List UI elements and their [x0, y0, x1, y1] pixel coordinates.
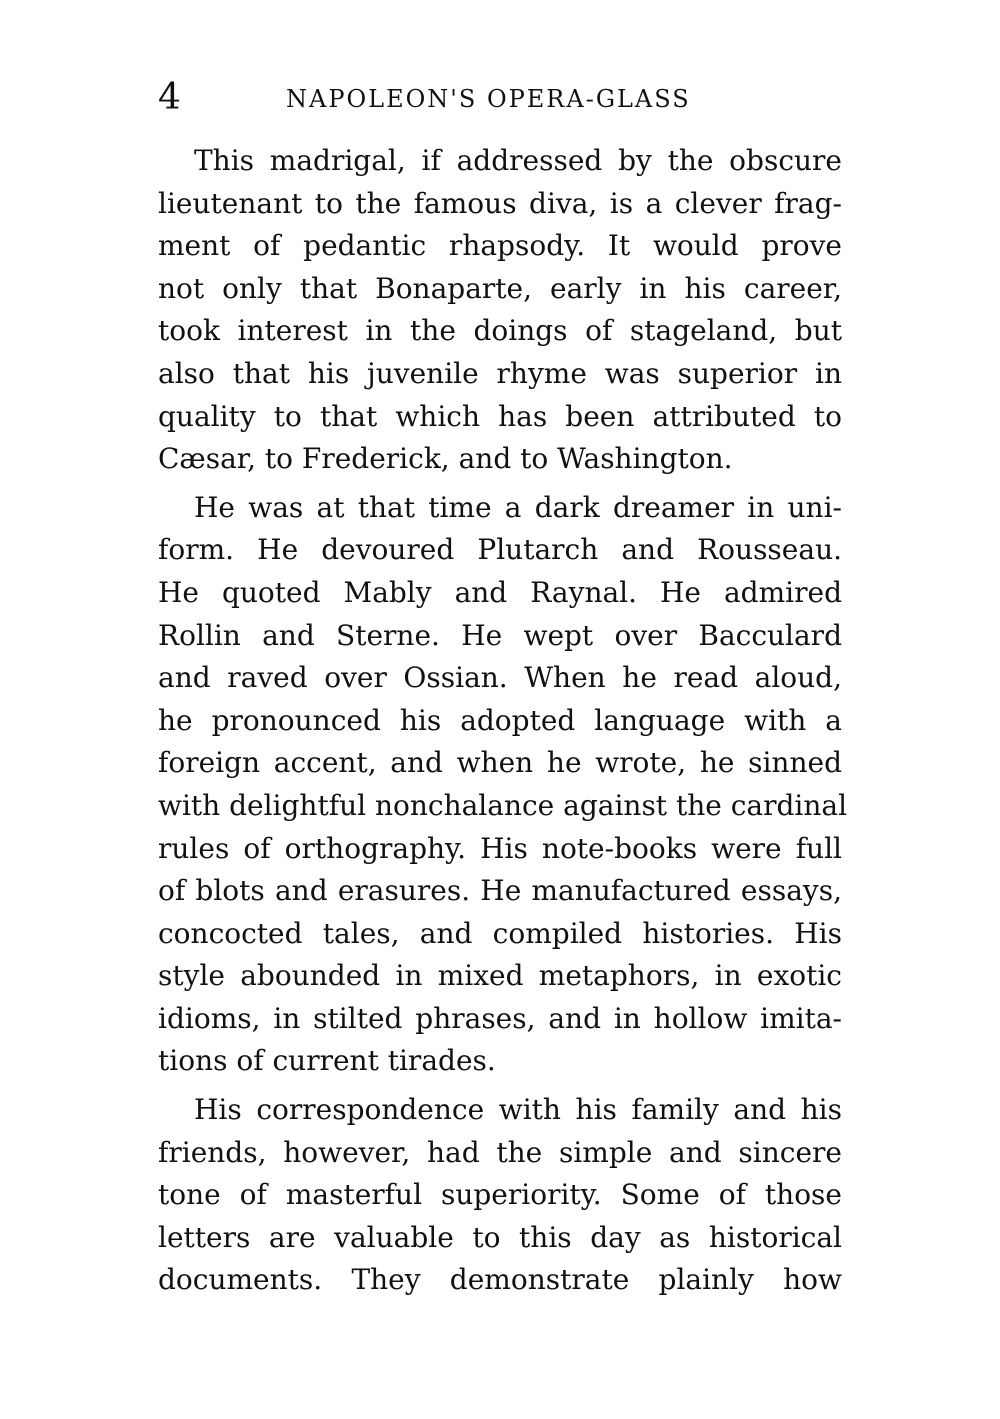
paragraph-3	[158, 1089, 842, 1302]
text-line: ment of pedantic rhapsody. It would prove	[158, 229, 842, 263]
paragraph-2	[158, 487, 848, 1083]
text-line: Cæsar, to Frederick, and to Washington.	[158, 442, 733, 476]
text-line: also that his juvenile rhyme was superior in	[158, 356, 842, 390]
text-line: not only that Bonaparte, early in his career,	[158, 271, 842, 305]
text-line: of blots and erasures. He manufactured essays,	[158, 874, 842, 908]
text-line: took interest in the doings of stageland, but	[158, 314, 842, 348]
running-head: NAPOLEON'S OPERA-GLASS	[286, 85, 691, 113]
text-line: letters are valuable to this day as historical	[158, 1220, 842, 1254]
text-line: foreign accent, and when he wrote, he sinned	[158, 746, 842, 780]
text-line: tions of current tirades.	[158, 1044, 496, 1078]
text-line: This madrigal, if addressed by the obscure	[194, 144, 842, 177]
text-line: style abounded in mixed metaphors, in exotic	[158, 959, 842, 993]
text-line: He was at that time a dark dreamer in uni-	[194, 490, 842, 524]
text-line: he pronounced his adopted language with a	[158, 703, 842, 737]
text-line: tone of masterful superiority. Some of those	[158, 1178, 842, 1212]
page-header	[158, 78, 848, 118]
text-line: Rollin and Sterne. He wept over Bacculard	[158, 618, 842, 652]
paragraph-1	[158, 140, 842, 481]
text-line: He quoted Mably and Raynal. He admired	[158, 575, 842, 609]
text-line: and raved over Ossian. When he read aloud,	[158, 661, 842, 695]
text-line: lieutenant to the famous diva, is a clever frag-	[158, 186, 842, 220]
text-line: His correspondence with his family and his	[194, 1093, 842, 1127]
text-line: with delightful nonchalance against the cardinal	[158, 788, 848, 822]
text-line: idioms, in stilted phrases, and in hollow imita-	[158, 1001, 842, 1035]
text-line: rules of orthography. His note-books were full	[158, 831, 842, 865]
body-text	[158, 140, 848, 1308]
page-number: 4	[158, 77, 181, 118]
text-line: friends, however, had the simple and sincere	[158, 1135, 842, 1169]
text-line: form. He devoured Plutarch and Rousseau.	[158, 533, 842, 567]
text-line: quality to that which has been attributed to	[158, 399, 842, 433]
text-line: concocted tales, and compiled histories. His	[158, 916, 842, 950]
text-line: documents. They demonstrate plainly how	[158, 1263, 842, 1297]
